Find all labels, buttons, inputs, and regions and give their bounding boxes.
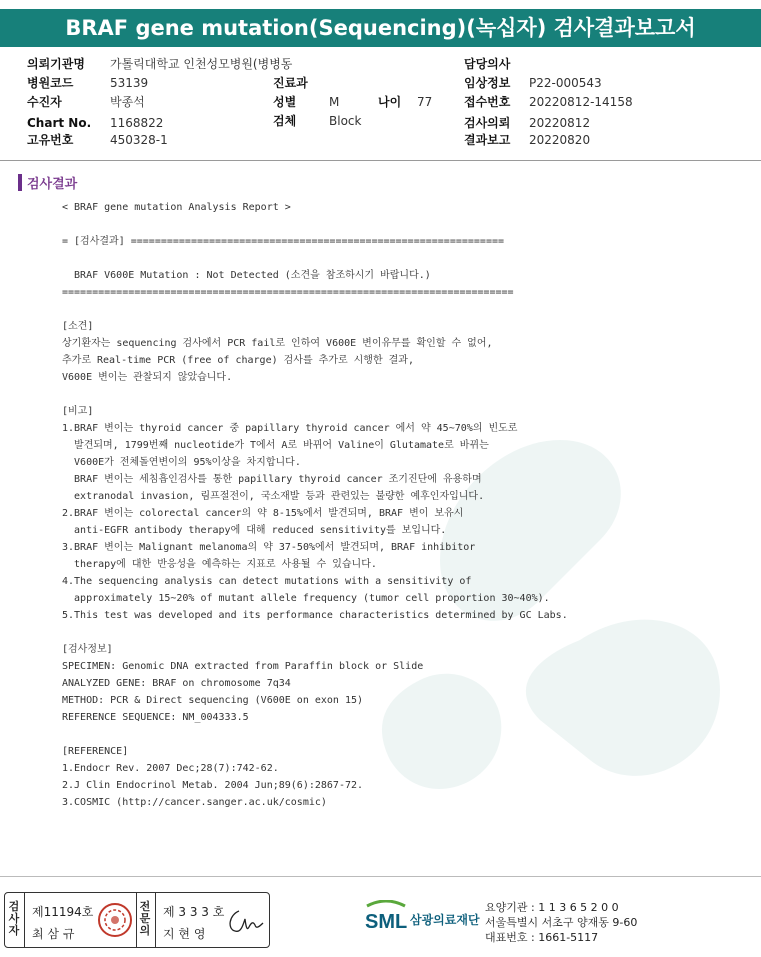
footer-divider <box>0 876 761 877</box>
report-line: [비고] <box>62 406 94 417</box>
report-body <box>62 199 752 811</box>
unique-value: 450328-1 <box>110 133 168 147</box>
report-line: 1.Endocr Rev. 2007 Dec;28(7):742-62. <box>62 763 279 774</box>
clinical-value: P22-000543 <box>529 76 602 90</box>
report-line <box>62 216 752 233</box>
report-line: < BRAF gene mutation Analysis Report > <box>62 202 291 213</box>
unique-label: 고유번호 <box>27 133 74 147</box>
specialist-name: 지 현 영 <box>163 927 206 941</box>
report-line: V600E가 전체돌연변이의 95%이상을 차지합니다. <box>62 457 301 468</box>
report-line: 상기환자는 sequencing 검사에서 PCR fail로 인하여 V600E 변이유무를 확인할 수 없어, <box>62 338 493 349</box>
contact-info <box>485 900 637 945</box>
request-label: 검사의뢰 <box>464 116 511 130</box>
report-line: = [검사결과] ============================================================== <box>62 236 505 247</box>
specialist-label: 전 문 의 <box>139 900 151 937</box>
report-line: extranodal invasion, 림프절전이, 국소재발 등과 관련있는 불량한 예후인자입니다. <box>62 491 485 502</box>
report-line: BRAF 변이는 세침흡인검사를 통한 papillary thyroid cancer 조기진단에 유용하며 <box>62 474 482 485</box>
report-line: SPECIMEN: Genomic DNA extracted from Paraffin block or Slide <box>62 661 424 672</box>
report-line: [REFERENCE] <box>62 746 129 757</box>
report-line: anti-EGFR antibody therapy에 대해 reduced sensitivity를 보입니다. <box>62 525 447 536</box>
result-date-label: 결과보고 <box>464 133 511 147</box>
institution-label: 의뢰기관명 <box>27 57 85 71</box>
report-line: [검사정보] <box>62 644 113 655</box>
report-line: therapy에 대한 반응성을 예측하는 지표로 사용될 수 있습니다. <box>62 559 377 570</box>
report-line: REFERENCE SEQUENCE: NM_004333.5 <box>62 712 249 723</box>
sex-label: 성별 <box>273 95 297 109</box>
specialist-number: 제 3 3 3 호 <box>163 905 225 919</box>
address: 서울특별시 서초구 양재동 9-60 <box>485 916 638 929</box>
report-line: 추가로 Real-time PCR (free of charge) 검사를 추가로 시행한 결과, <box>62 355 414 366</box>
result-date-value: 20220820 <box>529 133 591 147</box>
report-line: 4.The sequencing analysis can detect mutations with a sensitivity of <box>62 576 472 587</box>
institution-value: 가톨릭대학교 인천성모병원(병병동 <box>110 57 293 71</box>
report-line <box>62 726 752 743</box>
report-line: ANALYZED GENE: BRAF on chromosome 7q34 <box>62 678 291 689</box>
clinical-label: 임상정보 <box>464 76 511 90</box>
examiner-label: 검 사 자 <box>8 900 20 937</box>
age-label: 나이 <box>378 95 402 109</box>
hospital-code-label: 병원코드 <box>27 76 74 90</box>
report-line: METHOD: PCR & Direct sequencing (V600E on exon 15) <box>62 695 364 706</box>
sml-logo-icon <box>363 900 409 934</box>
section-marker <box>18 174 22 191</box>
report-line: 3.BRAF 변이는 Malignant melanoma의 약 37-50%에서 발견되며, BRAF inhibitor <box>62 542 476 553</box>
sml-logo-text: SML <box>365 911 408 933</box>
phone-number: 대표번호 : 1661-5117 <box>485 931 599 944</box>
report-line: 1.BRAF 변이는 thyroid cancer 중 papillary thyroid cancer 에서 약 45~70%의 빈도로 <box>62 423 518 434</box>
sex-value: M <box>329 95 340 109</box>
section-title: 검사결과 <box>27 177 78 192</box>
specimen-label: 검체 <box>273 114 297 128</box>
chart-value: 1168822 <box>110 116 164 130</box>
patient-label: 수진자 <box>27 95 62 109</box>
specimen-value: Block <box>329 114 362 128</box>
receipt-label: 접수번호 <box>464 95 511 109</box>
examiner-name: 최 삼 규 <box>32 927 75 941</box>
org-name: 삼광의료재단 <box>410 913 480 927</box>
report-title: BRAF gene mutation(Sequencing)(녹십자) 검사결과보고서 <box>0 9 761 47</box>
report-line: 5.This test was developed and its performance characteristics determined by GC Labs. <box>62 610 568 621</box>
seal-stamp-icon <box>97 902 133 938</box>
hospital-code-value: 53139 <box>110 76 149 90</box>
report-line: approximately 15~20% of mutant allele frequency (tumor cell proportion 30~40%). <box>62 593 550 604</box>
report-line: 3.COSMIC (http://cancer.sanger.ac.uk/cosmic) <box>62 797 327 808</box>
report-line <box>62 301 752 318</box>
doctor-label: 담당의사 <box>464 57 511 71</box>
department-label: 진료과 <box>273 76 308 90</box>
signature-box <box>4 892 270 948</box>
report-line <box>62 386 752 403</box>
report-line: [소견] <box>62 321 94 332</box>
request-value: 20220812 <box>529 116 591 130</box>
report-line: BRAF V600E Mutation : Not Detected (소견을 참조하시기 바랍니다.) <box>62 270 431 281</box>
report-line <box>62 624 752 641</box>
report-line: 발견되며, 1799번째 nucleotide가 T에서 A로 바뀌어 Valine이 Glutamate로 바뀌는 <box>62 440 489 451</box>
report-line: 2.J Clin Endocrinol Metab. 2004 Jun;89(6):2867-72. <box>62 780 364 791</box>
patient-info <box>0 0 761 160</box>
age-value: 77 <box>417 95 433 109</box>
chart-label: Chart No. <box>27 116 92 130</box>
patient-value: 박종석 <box>110 95 145 109</box>
examiner-number: 제11194호 <box>32 905 94 919</box>
header-divider <box>0 160 761 161</box>
receipt-value: 20220812-14158 <box>529 95 633 109</box>
care-number: 요양기관 : 1 1 3 6 5 2 0 0 <box>485 901 619 914</box>
report-line <box>62 250 752 267</box>
report-line: =========================================================================== <box>62 287 514 298</box>
report-line: V600E 변이는 관찰되지 않았습니다. <box>62 372 233 383</box>
report-line: 2.BRAF 변이는 colorectal cancer의 약 8-15%에서 발견되며, BRAF 변이 보유시 <box>62 508 464 519</box>
signature-icon <box>225 905 265 937</box>
